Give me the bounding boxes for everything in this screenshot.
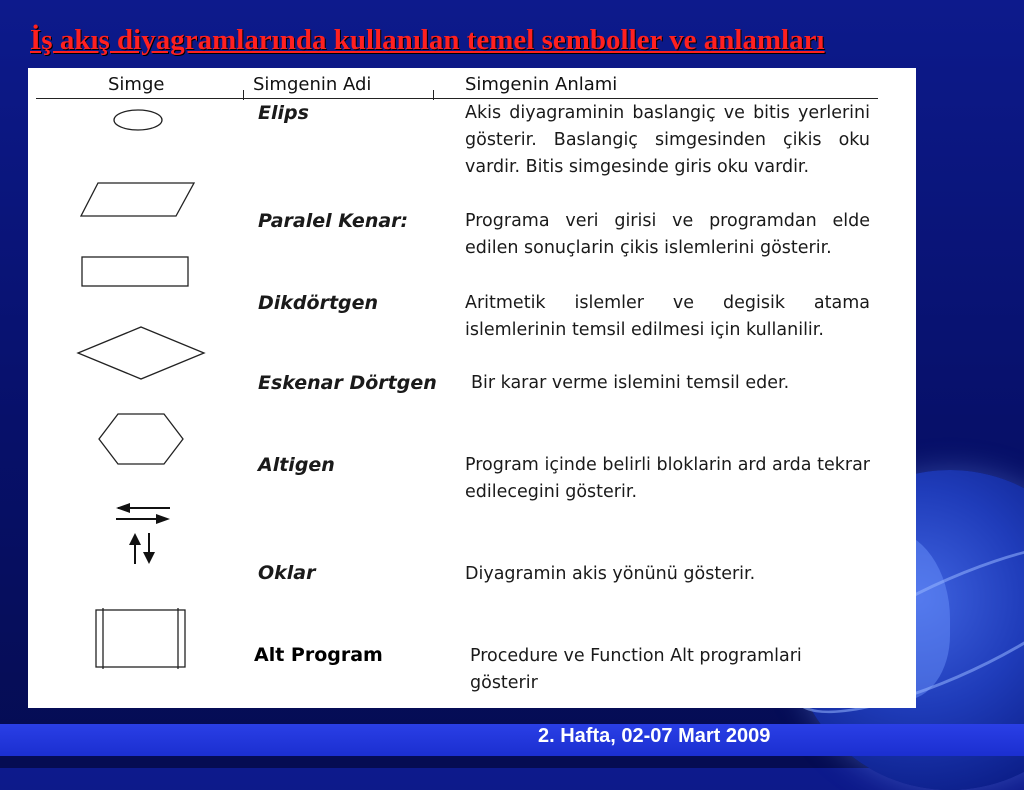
footer-date: 2. Hafta, 02-07 Mart 2009 — [538, 725, 771, 747]
parallelogram-icon — [80, 182, 196, 218]
subprogram-icon — [95, 608, 187, 670]
slide-title: İş akış diyagramlarında kullanılan temel semboller ve anlamları — [30, 24, 825, 56]
header-divider-tick — [433, 90, 434, 100]
header-divider — [36, 98, 878, 99]
row-meaning-alt-program: Procedure ve Function Alt programlari gösterir — [470, 646, 802, 693]
row-meaning-oklar: Diyagramin akis yönünü gösterir. — [465, 564, 756, 584]
row-name-oklar: Oklar — [258, 562, 316, 584]
row-meaning-eskenar-dortgen: Bir karar verme islemini temsil eder. — [471, 373, 790, 393]
row-name-eskenar-dortgen: Eskenar Dörtgen — [258, 372, 437, 394]
diamond-icon — [77, 326, 207, 382]
row-name-paralel-kenar: Paralel Kenar: — [258, 210, 409, 232]
row-name-altigen: Altigen — [258, 454, 335, 476]
row-meaning-paralel-kenar: Programa veri girisi ve programdan elde edilen sonuçlarin çikis islemlerini gösterir. — [465, 211, 870, 258]
header-symbol: Simge — [108, 74, 165, 95]
header-name: Simgenin Adi — [253, 74, 372, 95]
hexagon-icon — [98, 413, 186, 467]
rectangle-icon — [81, 256, 191, 288]
ellipse-icon — [112, 108, 164, 132]
footer-bar — [0, 724, 1024, 756]
arrows-icon — [114, 502, 172, 566]
row-meaning-dikdortgen: Aritmetik islemler ve degisik atama islemlerinin temsil edilmesi için kullanilir. — [465, 293, 870, 340]
header-meaning: Simgenin Anlami — [465, 74, 618, 95]
row-meaning-altigen: Program içinde belirli bloklarin ard arda tekrar edilecegini gösterir. — [465, 455, 870, 502]
row-name-dikdortgen: Dikdörtgen — [258, 292, 379, 314]
header-divider-tick — [243, 90, 244, 100]
symbols-table — [28, 68, 916, 708]
row-meaning-elips: Akis diyagraminin baslangiç ve bitis yerlerini gösterir. Baslangiç simgesinden çikis oku vardir. Bitis simgesinde giris oku vardir. — [465, 103, 870, 177]
row-name-alt-program: Alt Program — [254, 644, 383, 666]
row-name-elips: Elips — [258, 102, 309, 124]
